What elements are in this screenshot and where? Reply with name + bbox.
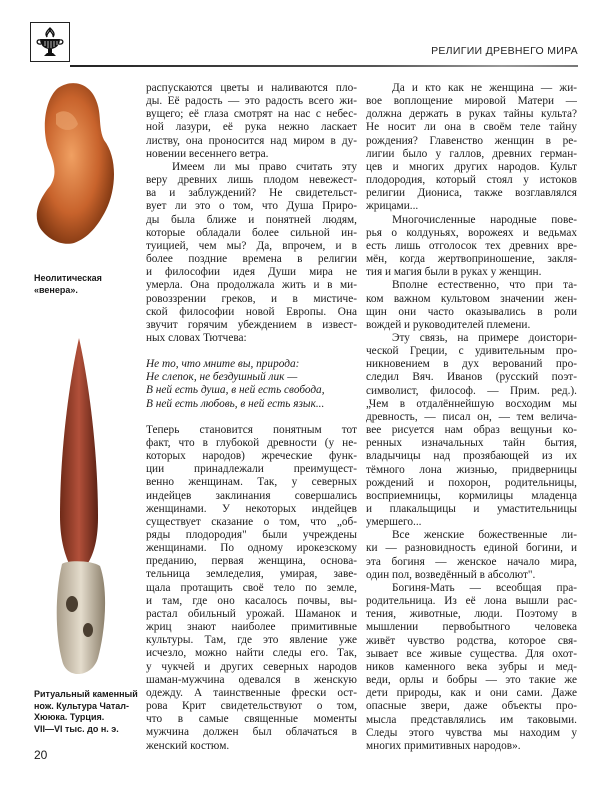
flaming-urn-icon	[31, 23, 69, 61]
text-line: ренных изначальных тайн бытия,	[366, 437, 577, 450]
text-line: тия и магия были в руках у женщин.	[366, 266, 542, 279]
neolithic-venus-figure	[18, 78, 138, 258]
text-line: должна держать в руках тайны культа?	[366, 108, 577, 121]
text-line: религии Диониса, также возглавлялся	[366, 187, 577, 200]
text-line: мужчина должен был облачаться в	[146, 726, 357, 739]
paragraph	[366, 279, 577, 332]
text-line: ды. Её радость — это радость всего жи-	[146, 95, 357, 108]
text-line: Да и кто как не женщина — жи-	[392, 82, 577, 94]
text-line: Все женские божественные ли-	[392, 529, 577, 542]
text-line: плодородия, который стоял у истоков	[366, 174, 577, 187]
text-line: вое воплощение мировой Матери —	[366, 95, 577, 108]
chapter-logo	[30, 22, 70, 62]
text-line: дети природы, как и они сами. Даже	[366, 687, 577, 700]
text-line: ческой Греции, с удивительным про-	[366, 345, 577, 358]
text-line: ции принадлежали преимущест-	[146, 463, 357, 476]
text-line: цев и многих других народов. Культ	[366, 160, 577, 173]
text-line: Богиня-Мать — всеобщая пра-	[392, 581, 577, 594]
text-line: тёмного лона жизнью, придверницы	[366, 463, 577, 476]
paragraph	[146, 424, 357, 753]
text-line: владычицы над прозябающей из их	[366, 450, 577, 463]
text-line: шаман-мужчина одевался в женскую	[146, 673, 357, 686]
text-line: Многочисленные народные пове-	[392, 213, 577, 226]
text-line: ников каменного века зубры и мед-	[366, 660, 577, 673]
text-line: ряды плодородия" были учреждены	[146, 529, 357, 541]
text-line: „Чем в отдалённейшую восходим мы	[366, 397, 577, 410]
text-line: древность, — писал он, — тем велича-	[366, 410, 577, 423]
text-line: зывает все живые существа. Для охот-	[366, 647, 577, 660]
text-line: женщинами. По одному ирокезскому	[146, 542, 357, 555]
text-line: исчезло, можно найти следы его. Так,	[146, 647, 357, 660]
caption-line: VII—VI тыс. до н. э.	[34, 723, 119, 734]
text-line: одежду. А таинственные фрески ост-	[146, 686, 357, 699]
text-line: умерла. Она продолжала жить и в ми-	[146, 279, 357, 292]
text-line: живёт чувство родства, которое свя-	[366, 634, 577, 647]
text-line: рождений и похорон, родительницы,	[366, 476, 577, 489]
text-line: символист, философ. — Прим. ред.).	[366, 384, 577, 397]
running-title: РЕЛИГИИ ДРЕВНЕГО МИРА	[431, 45, 578, 57]
text-line: рождения? Главенство женщин в ре-	[366, 134, 577, 147]
paragraph	[146, 161, 357, 345]
text-line: новении весеннего ветра.	[146, 147, 269, 160]
text-line: вее рисуется нам образ вещуньи ко-	[366, 424, 577, 437]
paragraph	[366, 529, 577, 582]
caption-line: Ритуальный каменный	[34, 689, 138, 699]
text-line: рья о колдуньях, ворожеях и ведьмах	[366, 226, 577, 239]
text-line: многих примитивных народов».	[366, 739, 521, 752]
text-line: мышлении первобытного человека	[366, 621, 577, 634]
text-line: вует ли это о том, что Душа Приро-	[146, 200, 357, 213]
text-line: ных словах Тютчева:	[146, 331, 247, 344]
text-line: вождей и руководителей племени.	[366, 318, 531, 331]
text-line: листву, она проносится над миром в ду-	[146, 134, 357, 147]
figure-caption-knife	[34, 689, 138, 735]
caption-line: Хююка. Турция.	[34, 712, 105, 722]
text-line: один пол, возведённый в абсолют".	[366, 568, 536, 581]
paragraph	[366, 214, 577, 280]
poem-quote	[146, 358, 357, 411]
text-line: растал обильный урожай. Шаманок и	[146, 607, 357, 620]
text-line: щала протащить своё тело по земле,	[146, 581, 357, 594]
text-line: В ней есть любовь, в ней есть язык...	[146, 397, 325, 410]
text-line: преданию, первая женщина, основа-	[146, 555, 357, 568]
text-line: ной лазури, её рука нежно ласкает	[146, 121, 357, 134]
text-line: Эту связь, на примере доистори-	[392, 331, 577, 344]
text-line: никновением в дух верований про-	[366, 358, 577, 371]
text-line: умершего...	[366, 516, 422, 529]
figure-caption-venus	[34, 273, 102, 296]
text-line: жриц знают наиболее примитивные	[146, 621, 357, 634]
paragraph	[366, 332, 577, 529]
text-line: ки — разновидность единой богини, и	[366, 542, 577, 555]
caption-line: «венера».	[34, 284, 78, 295]
text-line: что в самые священные моменты	[146, 713, 357, 726]
text-line: лигии было у галлов, древних герман-	[366, 147, 577, 160]
text-line: и плакальщицы и умастительницы	[366, 503, 577, 515]
header-rule	[70, 65, 578, 67]
ritual-stone-knife-figure	[36, 338, 126, 688]
text-line: щин они часто оказывались в роли	[366, 305, 577, 318]
text-line: распускаются цветы и наливаются пло-	[146, 82, 357, 94]
text-line: звучит горячим убеждением в извест-	[146, 318, 357, 331]
page-number: 20	[34, 748, 48, 762]
text-line: у чукчей и других северных народов	[146, 660, 357, 673]
text-line: веру древних лишь плодом невежест-	[146, 174, 357, 187]
text-line: и там, где оно касалось почвы, вы-	[146, 594, 357, 607]
text-column-right	[366, 82, 577, 753]
text-line: Не то, что мните вы, природа:	[146, 358, 300, 371]
text-line: В ней есть душа, в ней есть свобода,	[146, 384, 325, 397]
paragraph	[366, 82, 577, 214]
text-column-left	[146, 82, 357, 753]
text-line: факт, что в глубокой древности (у не-	[146, 436, 357, 449]
text-line: Вполне естественно, что при та-	[392, 279, 577, 292]
caption-line: Неолитическая	[34, 273, 102, 283]
text-line: культуры. Там, где это явление уже	[146, 634, 357, 647]
text-line: ды была ближе и понятней людям,	[146, 213, 357, 226]
text-line: вущего; её глаза смотрят на нас с небес-	[146, 108, 357, 121]
text-line: родительница. Из её лона вышли рас-	[366, 595, 577, 608]
text-line: и философии идея Души мира не	[146, 266, 357, 279]
text-line: мён, когда жертвоприношение, закля-	[366, 253, 577, 266]
text-line: ком важном культовом значении жен-	[366, 292, 577, 305]
text-line: Следы этого чувства мы находим у	[366, 726, 577, 739]
paragraph	[366, 582, 577, 753]
text-line: Имеем ли мы право считать эту	[172, 160, 357, 173]
text-line: веди, орлы и бобры — это такие же	[366, 674, 577, 687]
text-line: тельница земледелия, умирая, заве-	[146, 568, 357, 581]
caption-line: нож. Культура Чатал-	[34, 700, 130, 711]
text-line: женский костюм.	[146, 739, 230, 752]
text-line: ва и заблуждений? Не свидетельст-	[146, 187, 357, 200]
text-line: эта богиня — женское начало мира,	[366, 555, 577, 568]
text-line: Теперь становится понятным тот	[146, 423, 357, 436]
text-line: восприемницы, кормилицы младенца	[366, 489, 577, 502]
text-line: индейцев заклинания совершались	[146, 489, 357, 502]
text-line: более поздние времена в религии	[146, 253, 357, 266]
text-line: туицией, чем мы? Да, впрочем, и в	[146, 239, 357, 252]
text-line: ской философии новой Европы. Она	[146, 305, 357, 318]
text-line: которые обладали более сильной ин-	[146, 226, 357, 239]
text-line: ровоззрении греков, и в мистиче-	[146, 292, 357, 305]
text-line: Не слепок, не бездушный лик —	[146, 371, 298, 384]
text-line: которых народов) жреческие функ-	[146, 450, 357, 463]
text-line: существует сказание о том, что „об-	[146, 515, 357, 528]
text-line: следил Вяч. Иванов (русский поэт-	[366, 371, 577, 384]
text-line: опасные звери, даже объекты про-	[366, 700, 577, 713]
text-line: Не носит ли она в своём теле тайну	[366, 121, 577, 134]
paragraph	[146, 82, 357, 161]
text-line: есть лишь отголосок тех древних вре-	[366, 239, 577, 252]
text-line: женщинами. У некоторых индейцев	[146, 502, 357, 515]
text-line: рова Крит свидетельствуют о том,	[146, 700, 357, 713]
text-line: мысла представлялись им таковыми.	[366, 713, 577, 726]
text-line: жрицами...	[366, 200, 419, 213]
text-line: венно женщинам. Так, у северных	[146, 476, 357, 489]
text-line: тения, животные, люди. Поэтому в	[366, 608, 577, 621]
